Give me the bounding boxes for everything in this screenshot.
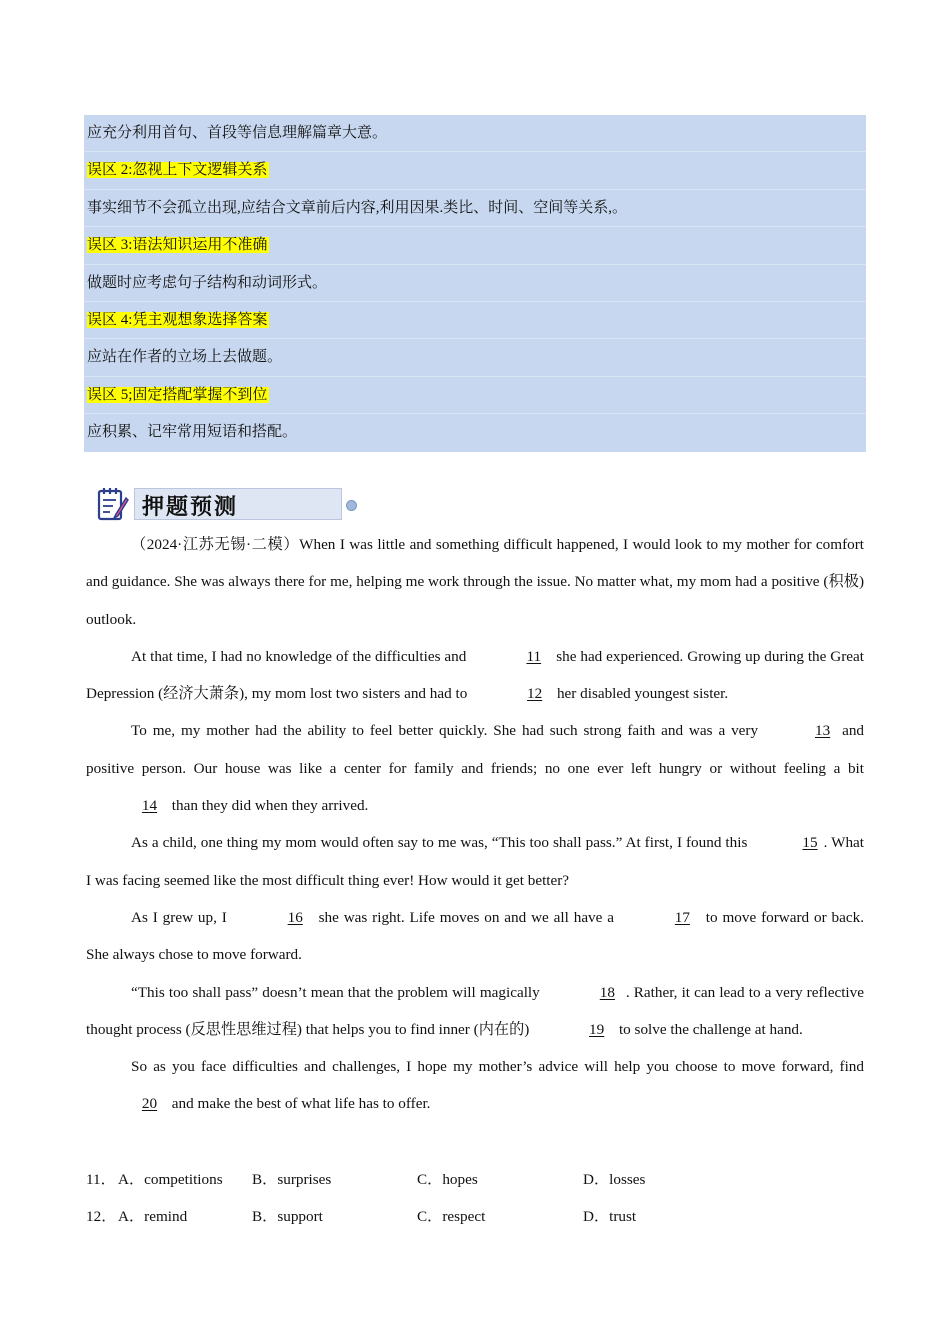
blank-11[interactable]: 11	[526, 647, 542, 665]
blank-17[interactable]: 17	[674, 908, 690, 926]
tip-text: 应积累、记牢常用短语和搭配。	[87, 424, 298, 441]
tip-row	[84, 190, 866, 227]
paragraph-text: . Rather, it can lead to a very reflective thought process (反思性思维过程) that helps you to find inner (内在的)	[86, 983, 864, 1038]
question-row	[86, 1161, 864, 1198]
tip-text: 事实细节不会孤立出现,应结合文章前后内容,利用因果.类比、时间、空间等关系,。	[87, 199, 628, 216]
option-a[interactable]: A．competitions	[118, 1171, 223, 1188]
blank-15[interactable]: 15	[802, 834, 818, 852]
option-c[interactable]: C．hopes	[417, 1171, 478, 1188]
question-number: 11．	[86, 1171, 116, 1188]
blank-13[interactable]: 13	[814, 722, 831, 740]
tip-text: 应充分利用首句、首段等信息理解篇章大意。	[87, 125, 388, 141]
paragraph-text: （2024·江苏无锡·二模）When I was little and something difficult happened, I would look to my mother for comfort and guidance. She was always there for me, helping me work through the issue. No matter what, my mom had a positive (积极) outlook.	[86, 536, 864, 628]
blank-20[interactable]: 20	[141, 1095, 158, 1113]
blank-14[interactable]: 14	[141, 797, 158, 815]
paragraph	[86, 824, 864, 899]
option-d[interactable]: D．losses	[583, 1171, 646, 1188]
paragraph-text: At that time, I had no knowledge of the difficulties and	[131, 647, 467, 665]
paragraph-text: and positive person. Our house was like a center for family and friends; no one ever left hungry or without feeling a bit	[86, 722, 865, 777]
paragraph-text: her disabled youngest sister.	[556, 685, 729, 703]
tip-heading: 误区 5;固定搭配掌握不到位	[87, 386, 268, 403]
tip-row	[84, 152, 866, 189]
paragraph-text: to move forward or back. She always chose to move forward.	[86, 908, 864, 964]
tip-row	[84, 377, 866, 414]
question-row	[86, 1198, 864, 1235]
tip-row	[84, 414, 866, 451]
tip-row	[84, 339, 866, 376]
option-b[interactable]: B．surprises	[252, 1171, 332, 1188]
tips-box	[84, 115, 866, 452]
paragraph	[86, 638, 864, 713]
banner-title: 押题预测	[142, 494, 239, 520]
tip-row	[84, 265, 866, 302]
paragraph	[86, 1048, 864, 1123]
tip-heading: 误区 2:忽视上下文逻辑关系	[87, 162, 268, 179]
paragraph-text: To me, my mother had the ability to feel better quickly. She had such strong faith and was a very	[131, 722, 759, 740]
tip-heading: 误区 4:凭主观想象选择答案	[87, 311, 268, 328]
tip-text: 做题时应考虑句子结构和动词形式。	[87, 274, 328, 291]
paragraph-text: she had experienced. Growing up during the Great Depression (经济大萧条), my mom lost two sisters and had to	[86, 647, 865, 703]
paragraph-text: As a child, one thing my mom would often say to me was, “This too shall pass.” At first, I found this	[131, 834, 748, 852]
notepad-pen-icon	[96, 486, 130, 522]
dot-icon	[346, 500, 357, 511]
tip-row	[84, 115, 866, 152]
tip-row	[84, 302, 866, 339]
blank-19[interactable]: 19	[589, 1020, 605, 1038]
paragraph-text: and make the best of what life has to offer.	[171, 1095, 431, 1113]
option-d[interactable]: D．trust	[583, 1208, 637, 1226]
blank-12[interactable]: 12	[527, 685, 543, 703]
paragraph	[86, 974, 864, 1049]
paragraph-text: So as you face difficulties and challenges, I hope my mother’s advice will help you choose to move forward, find	[131, 1058, 864, 1076]
tip-row	[84, 227, 866, 264]
blank-16[interactable]: 16	[287, 908, 303, 926]
section-banner	[96, 484, 266, 524]
cloze-passage	[86, 526, 864, 1123]
tip-text: 应站在作者的立场上去做题。	[87, 349, 283, 366]
paragraph-text: than they did when they arrived.	[171, 797, 369, 815]
paragraph-text: to solve the challenge at hand.	[618, 1020, 803, 1038]
paragraph-text: she was right. Life moves on and we all have a	[318, 908, 615, 926]
option-a[interactable]: A．remind	[118, 1208, 188, 1226]
paragraph-text: As I grew up, I	[131, 908, 227, 926]
paragraph	[86, 526, 864, 638]
option-c[interactable]: C．respect	[417, 1208, 486, 1226]
paragraph-text: . What I was facing seemed like the most difficult thing ever! How would it get better?	[86, 834, 865, 889]
paragraph	[86, 899, 864, 974]
option-b[interactable]: B．support	[252, 1208, 323, 1226]
answer-options	[86, 1161, 864, 1236]
blank-18[interactable]: 18	[599, 983, 615, 1001]
question-number: 12．	[86, 1208, 117, 1226]
tip-heading: 误区 3:语法知识运用不准确	[87, 237, 268, 254]
paragraph-text: “This too shall pass” doesn’t mean that the problem will magically	[131, 983, 540, 1001]
paragraph	[86, 712, 864, 824]
